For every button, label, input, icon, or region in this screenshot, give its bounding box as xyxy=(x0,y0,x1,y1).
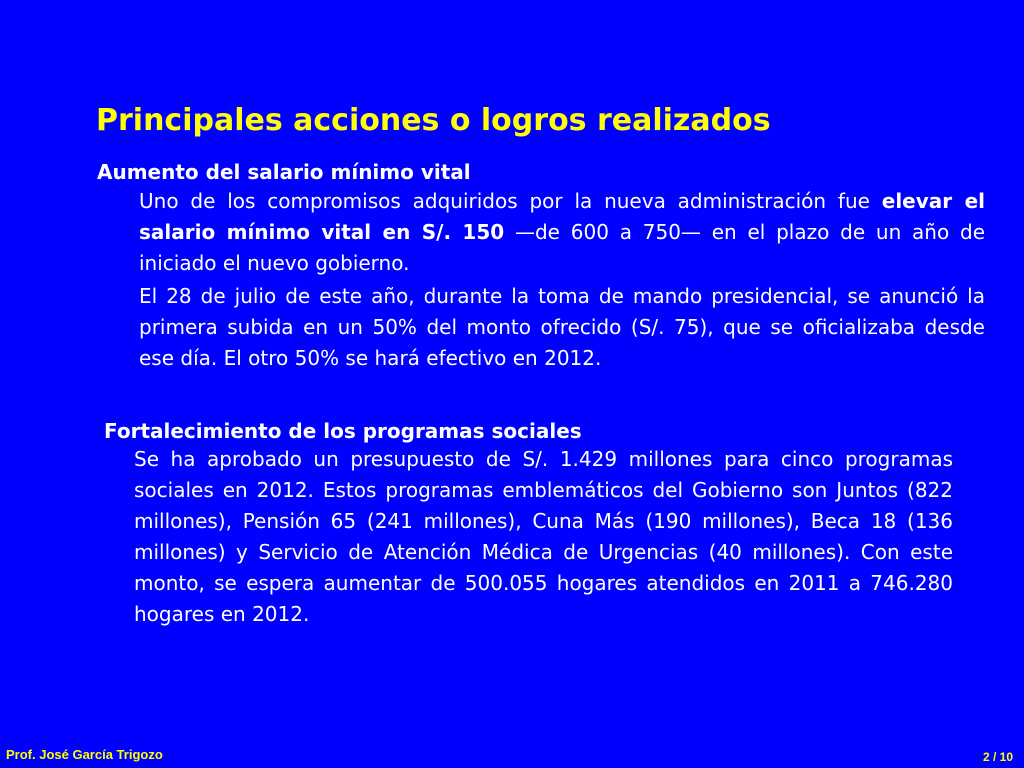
slide-title: Principales acciones o logros realizados xyxy=(96,103,771,138)
paragraph-text: Uno de los compromisos adquiridos por la nueva administración fue xyxy=(139,189,882,213)
paragraph-programas-sociales: Se ha aprobado un presupuesto de S/. 1.429 millones para cinco programas sociales en 2012. Estos programas emblemáticos del Gobierno son Juntos (822 millones), Pensión 65 (241 millones), Cuna Más (190 millones), Beca 18 (136 millones) y Servicio de Atención Médica de Urgencias (40 millones). Con este monto, se espera aumentar de 500.055 hogares atendidos en 2011 a 746.280 hogares en 2012. xyxy=(134,447,953,626)
bold-highlight: elevar el salario mínimo vital en S/. 150 xyxy=(139,189,985,244)
page-number: 2 / 10 xyxy=(982,750,1013,764)
section-heading-programas: Fortalecimiento de los programas sociales xyxy=(104,419,582,443)
paragraph-text: —de 600 a 750— en el plazo de un año de iniciado el nuevo gobierno. xyxy=(139,220,985,275)
section-heading-salario: Aumento del salario mínimo vital xyxy=(97,160,471,184)
paragraph-salario-anuncio: El 28 de julio de este año, durante la toma de mando presidencial, se anunció la primera subida en un 50% del monto ofrecido (S/. 75), que se oficializaba desde ese día. El otro 50% se hará efectivo en 2012. xyxy=(139,284,985,370)
paragraph-salario-compromiso xyxy=(139,186,985,279)
footer-author: Prof. José García Trigozo xyxy=(6,747,163,762)
